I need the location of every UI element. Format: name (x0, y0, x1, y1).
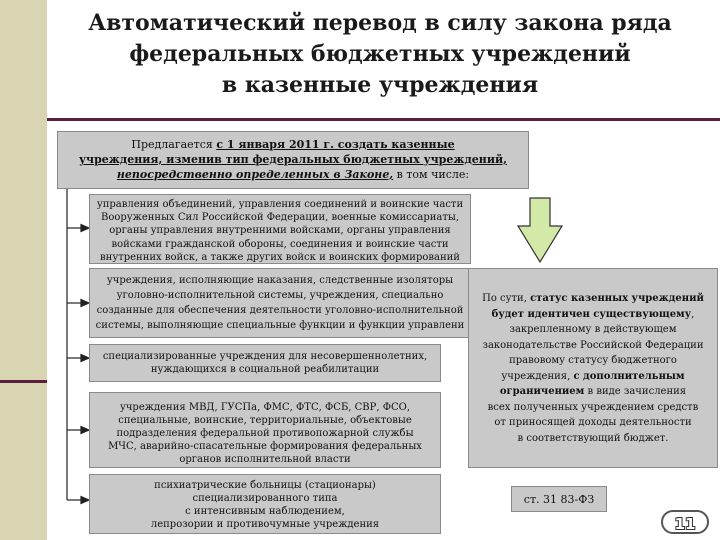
law-reference: ст. 31 83-ФЗ (511, 486, 607, 512)
item-line: с интенсивным наблюдением, (185, 506, 345, 517)
summary-text: правовому статусу бюджетного (509, 355, 677, 366)
page-number-badge: 11 (661, 510, 709, 534)
item-line: нуждающихся в социальной реабилитации (150, 364, 380, 376)
summary-box (468, 268, 718, 468)
item-line: внутренних войск, а также других войск и воинских формирований (100, 251, 460, 263)
summary-text: от приносящей доходы деятельности (494, 417, 692, 428)
item-line: МЧС, аварийно-спасательные формирования федеральных (108, 441, 422, 452)
summary-text: всех полученных учреждением средств (487, 401, 699, 413)
item-line: специализированные учреждения для несовершеннолетних, (102, 351, 428, 362)
intro-box (57, 131, 529, 189)
summary-text: учреждения, (501, 370, 574, 382)
title-line-1: Автоматический перевод в силу закона ряда (88, 10, 672, 36)
item-line: органов исполнительной власти (179, 454, 351, 465)
arrowhead-item-3 (81, 355, 89, 362)
arrowhead-item-2 (81, 300, 89, 307)
intro-date-phrase: с 1 января 2011 г. создать казенные (216, 138, 455, 151)
down-arrow-icon (518, 198, 562, 262)
summary-emphasis: с дополнительным (573, 370, 685, 382)
summary-text: в виде зачисления (584, 386, 687, 397)
item-line: подразделения федеральной противопожарной службы (116, 428, 414, 439)
intro-prefix: Предлагается (131, 138, 217, 151)
item-line: специализированного типа (192, 493, 338, 504)
item-line: учреждения, исполняющие наказания, следственные изоляторы (106, 275, 454, 286)
arrowhead-item-5 (81, 497, 89, 504)
list-item (89, 392, 441, 468)
item-line: лепрозории и противочумные учреждения (150, 519, 380, 530)
list-item (89, 474, 441, 534)
summary-text: , (691, 308, 695, 320)
arrowhead-item-1 (81, 225, 89, 232)
title-line-3: в казенные учреждения (221, 72, 539, 98)
summary-text: законодательстве Российской Федерации (482, 339, 704, 351)
intro-suffix: в том числе: (393, 168, 470, 181)
list-item (89, 344, 441, 382)
item-line: Вооруженных Сил Российской Федерации, военные комиссариаты, (100, 212, 460, 224)
summary-emphasis: статус казенных учреждений (530, 293, 704, 304)
item-line: органы управления внутренними войсками, органы управления (109, 225, 451, 237)
summary-text: в соответствующий бюджет. (517, 432, 669, 444)
intro-change-type-phrase: учреждения, изменив тип федеральных бюджетных учреждений, (79, 153, 507, 166)
list-item (89, 194, 471, 264)
item-line: уголовно-исполнительной системы, учреждения, специально (116, 290, 444, 301)
summary-text: По сути, (482, 293, 531, 304)
item-line: управления объединений, управления соединений и воинские части (96, 199, 464, 210)
item-line: системы, выполняющие специальные функции и функции управлени (95, 320, 465, 331)
item-line: учреждения МВД, ГУСПа, ФМС, ФТС, ФСБ, СВР, ФСО, (119, 402, 411, 413)
item-line: специальные, воинские, территориальные, объектовые (118, 415, 412, 426)
summary-emphasis: ограничением (499, 386, 585, 397)
summary-text: закрепленному в действующем (509, 324, 677, 335)
item-line: войсками гражданской обороны, соединения и воинские части (111, 238, 449, 250)
arrowhead-item-4 (81, 427, 89, 434)
summary-emphasis: будет идентичен существующему (491, 308, 692, 320)
list-item (89, 268, 471, 338)
item-line: психиатрические больницы (стационары) (154, 480, 376, 491)
intro-defined-in-law: непосредственно определенных в Законе, (116, 168, 394, 181)
item-line: созданные для обеспечения деятельности уголовно-исполнительной (96, 305, 464, 316)
title-line-2: федеральных бюджетных учреждений (129, 41, 631, 67)
